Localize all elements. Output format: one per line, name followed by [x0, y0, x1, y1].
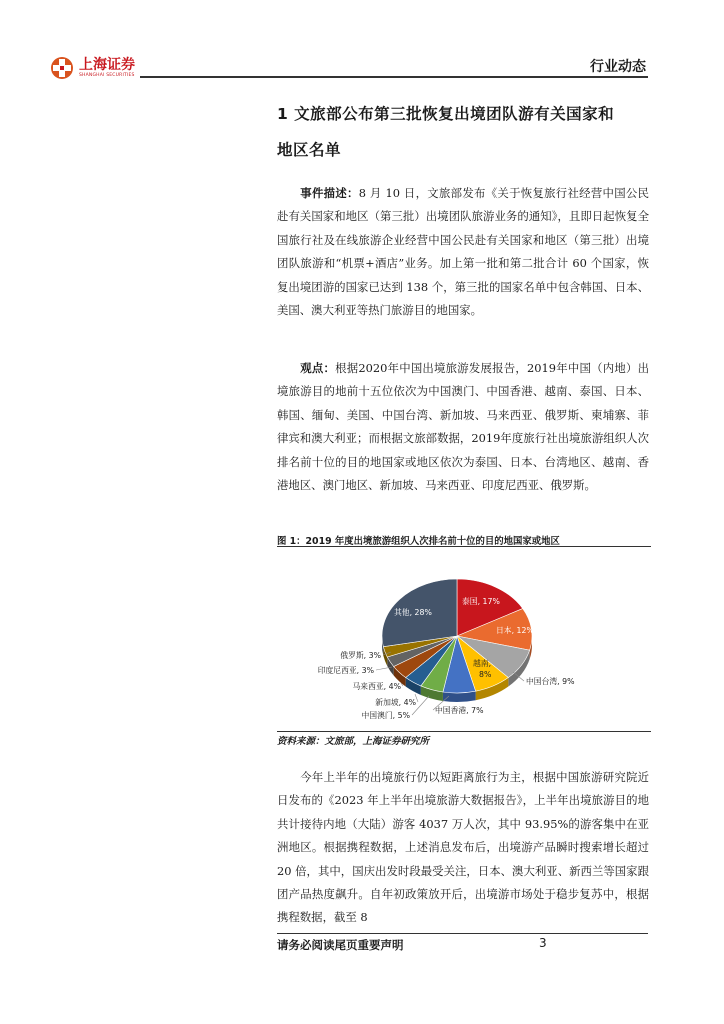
header-rule: [140, 76, 648, 78]
pie-label-中国香港: 中国香港, 7%: [435, 706, 484, 715]
viewpoint-paragraph: [277, 357, 649, 497]
event-lead: 事件描述：: [300, 186, 359, 200]
pie-chart-svg: [277, 548, 651, 730]
pie-label-马来西亚: 马来西亚, 4%: [352, 682, 401, 691]
pie-label-俄罗斯: 俄罗斯, 3%: [340, 651, 381, 660]
event-paragraph: [277, 182, 649, 322]
section-title-line1: 1 文旅部公布第三批恢复出境团队游有关国家和: [277, 105, 615, 123]
body3-text: 今年上半年的出境旅行仍以短距离旅行为主，根据中国旅游研究院近日发布的《2023 年上半年出境旅游大数据报告》，上半年出境旅游目的地共计接待内地（大陆）游客 4037 万人次，其中 93.95%的游客集中在亚洲地区。根据携程数据，上述消息发布后，出境游产品瞬时搜索增长超过 20 倍，其中，国庆出发时段最受关注，日本、澳大利亚、新西兰等国家跟团产品热度飙升。自年初政策放开后，出境游市场处于稳步复苏中，根据携程数据，截至 8: [277, 770, 649, 925]
footer-rule: [277, 933, 648, 934]
footer-notice: 请务必阅读尾页重要声明: [277, 938, 404, 952]
figure-bottom-rule: [277, 731, 651, 732]
pie-label-印度尼西亚: 印度尼西亚, 3%: [317, 666, 374, 675]
pie-label-泰国: 泰国, 17%: [462, 597, 500, 606]
pie-label-中国澳门: 中国澳门, 5%: [361, 711, 410, 720]
body-paragraph-3: [277, 766, 649, 930]
section-title-line2: 地区名单: [277, 141, 342, 159]
event-text: 8 月 10 日，文旅部发布《关于恢复旅行社经营中国公民赴有关国家和地区（第三批）出境团队旅游业务的通知》，且即日起恢复全国旅行社及在线旅游企业经营中国公民赴有关国家和地区（第三批）出境团队旅游和“机票+酒店”业务。加上第一批和第二批合计 60 个国家，恢复出境团游的国家已达到 138 个，第三批的国家名单中包含韩国、日本、美国、澳大利亚等热门旅游目的地国家。: [277, 186, 649, 318]
viewpoint-lead: 观点：: [300, 361, 336, 375]
pie-label-新加坡: 新加坡, 4%: [375, 698, 416, 707]
logo-text-cn: 上海证券: [79, 57, 135, 73]
pie-chart: [277, 548, 651, 730]
figure-source: 资料来源：文旅部，上海证券研究所: [277, 736, 430, 747]
figure-title: 图 1：2019 年度出境旅游组织人次排名前十位的目的地国家或地区: [277, 536, 560, 547]
company-logo: [50, 56, 135, 80]
pie-label-越南: 越南, 8%: [473, 659, 492, 679]
pie-label-日本: 日本, 12%: [496, 626, 534, 635]
pie-label-其他: 其他, 28%: [394, 608, 432, 617]
header-tag: 行业动态: [590, 59, 646, 75]
page-number: 3: [539, 936, 547, 950]
logo-mark-icon: [50, 56, 74, 80]
figure-top-rule: [277, 546, 651, 547]
viewpoint-text: 根据2020年中国出境旅游发展报告，2019年中国（内地）出境旅游目的地前十五位依次为中国澳门、中国香港、越南、泰国、日本、韩国、缅甸、美国、中国台湾、新加坡、马来西亚、俄罗斯、柬埔寨、菲律宾和澳大利亚；而根据文旅部数据，2019年度旅行社出境旅游组织人次排名前十位的目的地国家或地区依次为泰国、日本、台湾地区、越南、香港地区、澳门地区、新加坡、马来西亚、印度尼西亚、俄罗斯。: [277, 361, 649, 493]
logo-text-en: SHANGHAI SECURITIES: [79, 73, 135, 78]
pie-label-中国台湾: 中国台湾, 9%: [526, 677, 575, 686]
